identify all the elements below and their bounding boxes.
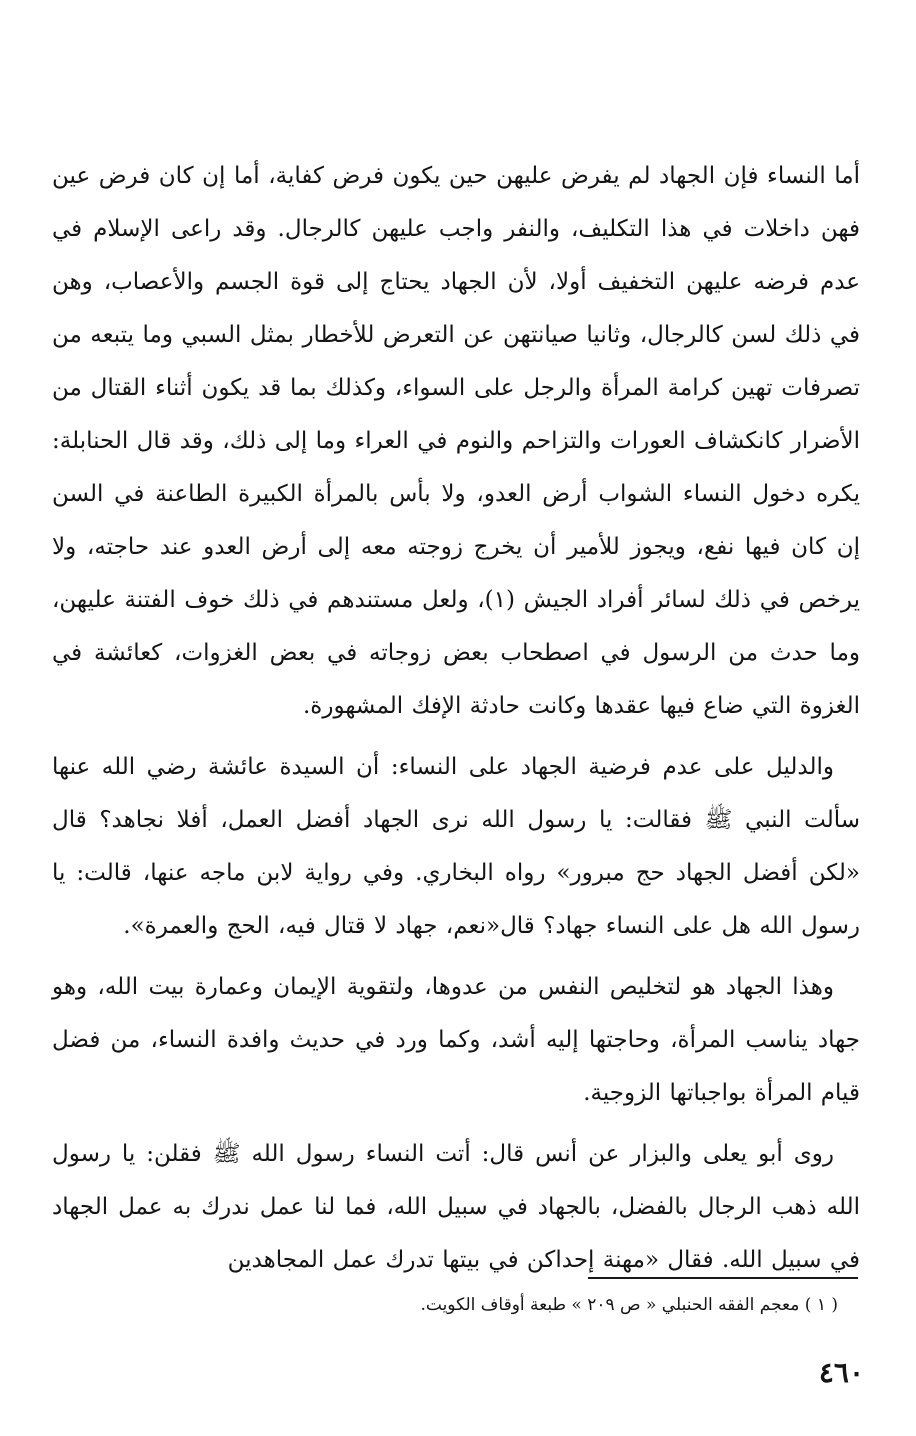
footnote-divider [588,1277,858,1279]
paragraph-women-jihad: أما النساء فإن الجهاد لم يفرض عليهن حين يكون فرض كفاية، أما إن كان فرض عين فهن داخلات في هذا التكليف، والنفر واجب عليهن كالرجال. وقد راعى الإسلام في عدم فرضه عليهن التخفيف أولا، لأن الجهاد يحتاج إلى قوة الجسم والأعصاب، وهن في ذلك لسن كالرجال، وثانيا صيانتهن عن التعرض للأخطار بمثل السبي وما يتبعه من تصرفات تهين كرامة المرأة والرجل على السواء، وكذلك بما قد يكون أثناء القتال من الأضرار كانكشاف العورات والتزاحم والنوم في العراء وما إلى ذلك، وقد قال الحنابلة: يكره دخول النساء الشواب أرض العدو، ولا بأس بالمرأة الكبيرة الطاعنة في السن إن كان فيها نفع، ويجوز للأمير أن يخرج زوجته معه إلى أرض العدو عند حاجته، ولا يرخص في ذلك لسائر أفراد الجيش (١)، ولعل مستندهم في ذلك خوف الفتنة عليهن، وما حدث من الرسول في اصطحاب بعض زوجاته في بعض الغزوات، كعائشة في الغزوة التي ضاع فيها عقدها وكانت حادثة الإفك المشهورة. [52,163,860,719]
footnote: ( ١ ) معجم الفقه الحنبلي « ص ٢٠٩ » طبعة أوقاف الكويت. [420,1295,838,1315]
main-text [52,150,860,1295]
paragraph-hadith-anas: روى أبو يعلى والبزار عن أنس قال: أتت النساء رسول الله ﷺ فقلن: يا رسول الله ذهب الرجال بالفضل، بالجهاد في سبيل الله، فما لنا عمل ندرك به عمل الجهاد في سبيل الله. فقال «مهنة إحداكن في بيتها تدرك عمل المجاهدين [52,1141,860,1273]
page-number: ٤٦٠ [818,1356,864,1389]
paragraph-self-purification: وهذا الجهاد هو لتخليص النفس من عدوها، ولتقوية الإيمان وعمارة بيت الله، وهو جهاد يناسب المرأة، وحاجتها إليه أشد، وكما ورد في حديث وافدة النساء، من فضل قيام المرأة بواجباتها الزوجية. [52,974,860,1106]
paragraph-evidence: والدليل على عدم فرضية الجهاد على النساء: أن السيدة عائشة رضي الله عنها سألت النبي ﷺ فقالت: يا رسول الله نرى الجهاد أفضل العمل، أفلا نجاهد؟ قال «لكن أفضل الجهاد حج مبرور» رواه البخاري. وفي رواية لابن ماجه عنها، قالت: يا رسول الله هل على النساء جهاد؟ قال«نعم، جهاد لا قتال فيه، الحج والعمرة». [52,754,860,939]
